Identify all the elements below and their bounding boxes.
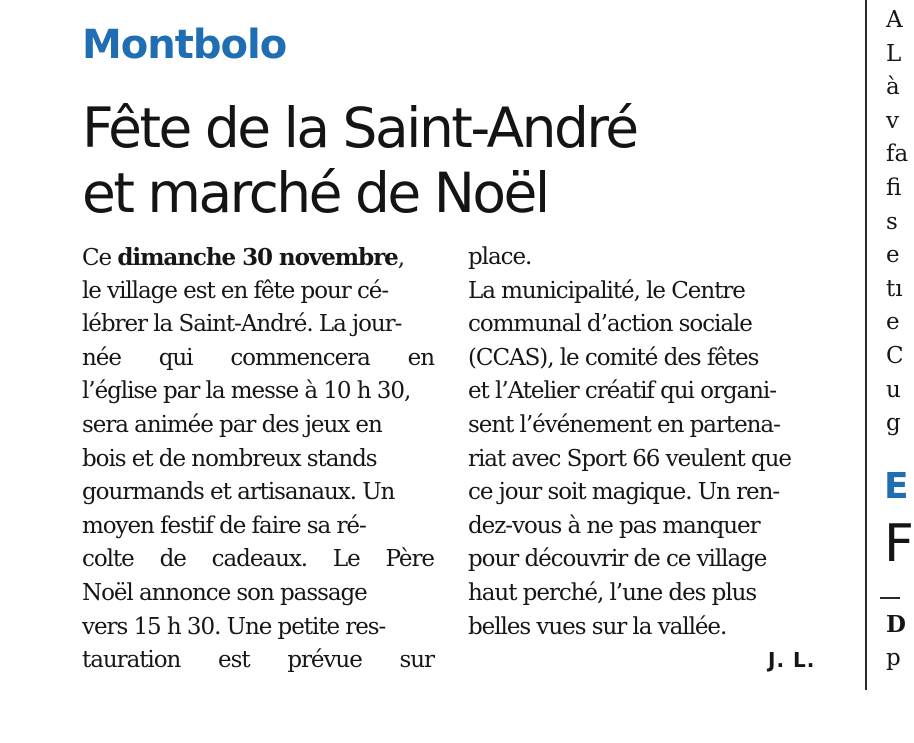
article-column-2 [468,241,820,644]
body-line: moyen festif de faire sa ré- [82,512,366,539]
body-line: l’église par la messe à 10 h 30, [82,378,411,405]
neighbor-line: à [886,74,900,101]
body-line: La municipalité, le Centre [468,277,745,304]
word: de [159,546,186,573]
neighbor-line: v [886,107,899,134]
neighbor-line: fa [886,141,909,168]
neighbor-headline: F [884,514,914,574]
neighbor-line: tı [886,275,903,302]
word: née [82,344,121,371]
word: Père [385,546,434,573]
word: prévue [287,647,362,674]
word: tauration [82,647,181,674]
neighbor-line: C [886,342,904,369]
neighbor-line: u [886,376,901,403]
body-line [82,644,434,678]
article-column-1 [82,241,434,678]
body-line: Ce dimanche 30 novembre, [82,244,405,271]
neighbor-line: s [886,208,898,235]
body-line: le village est en fête pour cé- [82,277,389,304]
body-line: sent l’événement en partena- [468,411,780,438]
word: en [407,344,434,371]
word: colte [82,546,134,573]
body-line [82,543,434,577]
body-line: sera animée par des jeux en [82,411,382,438]
neighbor-section-label: E [884,466,909,507]
word: sur [399,647,434,674]
word: est [218,647,250,674]
neighbor-line: e [886,242,900,269]
neighbor-line: D [886,611,906,638]
word: commencera [230,344,370,371]
body-line: (CCAS), le comité des fêtes [468,344,759,371]
word: Le [332,546,360,573]
event-date: dimanche 30 novembre [117,244,398,271]
body-line: gourmands et artisanaux. Un [82,479,395,506]
body-line: et l’Atelier créatif qui organi- [468,378,776,405]
word: qui [158,344,193,371]
body-line: Noël annonce son passage [82,579,367,606]
body-line: belles vues sur la vallée. [468,613,727,640]
section-label: Montbolo [82,22,287,68]
neighbor-article-text-bottom [886,608,906,675]
headline-line-1: Fête de la Saint-André [82,96,637,160]
body-line: lébrer la Saint-André. La jour- [82,311,402,338]
neighbor-line: L [886,40,902,67]
body-line: bois et de nombreux stands [82,445,377,472]
body-line: ce jour soit magique. Un ren- [468,479,780,506]
neighbor-divider [880,597,900,599]
body-line: dez-vous à ne pas manquer [468,512,760,539]
neighbor-line: A [886,7,903,33]
author-signature: J. L. [768,648,816,672]
word: cadeaux. [211,546,308,573]
body-line: vers 15 h 30. Une petite res- [82,613,386,640]
body-line: pour découvrir de ce village [468,546,767,573]
column-divider [865,0,867,690]
body-line: haut perché, l’une des plus [468,579,757,606]
body-line: place. [468,244,532,270]
neighbor-article-text-top [886,4,909,441]
neighbor-line: e [886,309,900,336]
body-line: riat avec Sport 66 veulent que [468,445,791,472]
neighbor-line: p [886,644,901,671]
body-line: communal d’action sociale [468,311,752,338]
body-line [82,342,434,376]
headline-line-2: et marché de Noël [82,161,548,225]
neighbor-line: g [886,410,901,437]
article-headline [82,96,842,226]
neighbor-line: fi [886,174,902,201]
